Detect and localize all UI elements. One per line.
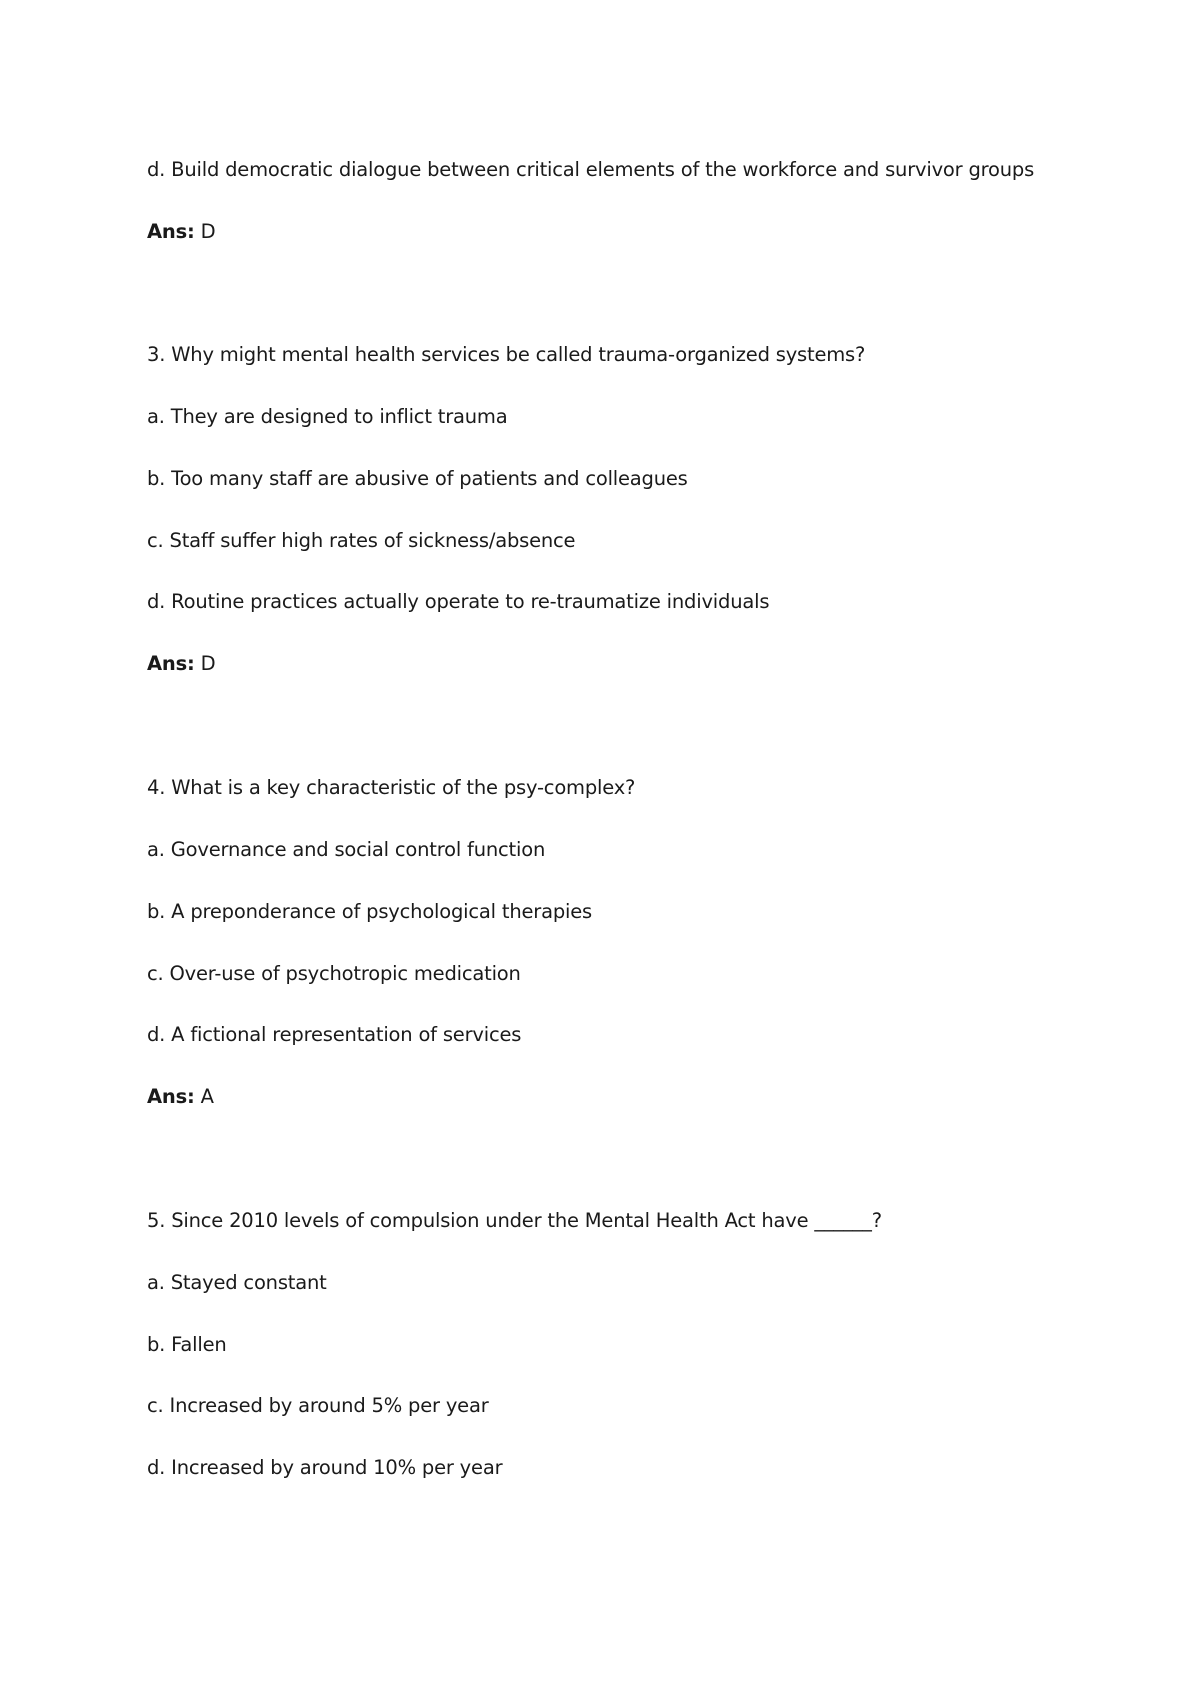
q5-question: 5. Since 2010 levels of compulsion under the Mental Health Act have ______?	[147, 1209, 882, 1232]
q2-option-d: d. Build democratic dialogue between critical elements of the workforce and survivor groups	[147, 158, 1035, 181]
q3-option-d: d. Routine practices actually operate to re-traumatize individuals	[147, 590, 770, 613]
q3-answer	[147, 652, 215, 676]
q4-question: 4. What is a key characteristic of the psy-complex?	[147, 776, 636, 799]
q5-option-d: d. Increased by around 10% per year	[147, 1456, 503, 1479]
q4-option-d: d. A fictional representation of services	[147, 1023, 522, 1046]
q2-answer	[147, 220, 215, 244]
q3-option-a: a. They are designed to inflict trauma	[147, 405, 508, 428]
answer-value: D	[194, 220, 216, 243]
q5-option-c: c. Increased by around 5% per year	[147, 1394, 489, 1417]
q4-answer	[147, 1085, 214, 1109]
q3-option-c: c. Staff suffer high rates of sickness/absence	[147, 529, 576, 552]
answer-value: D	[194, 652, 216, 675]
answer-label: Ans:	[147, 220, 195, 243]
q4-option-a: a. Governance and social control function	[147, 838, 546, 861]
q3-question: 3. Why might mental health services be called trauma-organized systems?	[147, 343, 866, 366]
q3-option-b: b. Too many staff are abusive of patients and colleagues	[147, 467, 688, 490]
q5-option-a: a. Stayed constant	[147, 1271, 327, 1294]
q5-option-b: b. Fallen	[147, 1333, 227, 1356]
q4-option-c: c. Over-use of psychotropic medication	[147, 962, 521, 985]
answer-label: Ans:	[147, 1085, 195, 1108]
q4-option-b: b. A preponderance of psychological therapies	[147, 900, 592, 923]
answer-label: Ans:	[147, 652, 195, 675]
answer-value: A	[194, 1085, 214, 1108]
